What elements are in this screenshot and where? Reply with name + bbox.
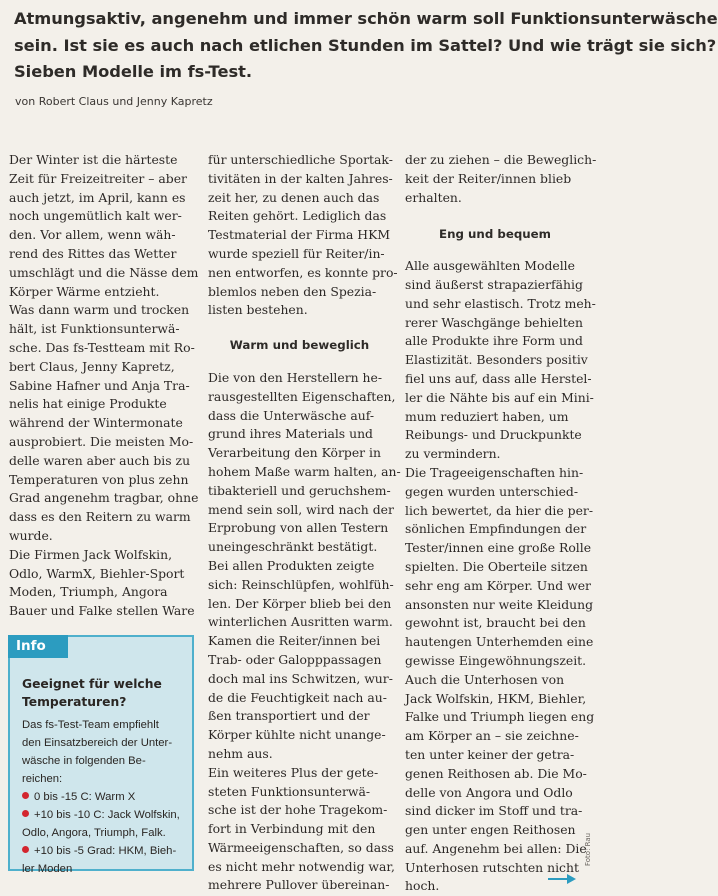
text-line: Bei allen Produkten zeigte xyxy=(208,557,375,573)
text-line: hautengen Unterhemden eine xyxy=(405,634,594,650)
text-line: Jack Wolfskin, HKM, Biehler, xyxy=(405,690,587,706)
info-title-line: Temperaturen? xyxy=(22,695,127,709)
text-line: Wärmeeigenschaften, so dass xyxy=(208,839,394,855)
text-line: es nicht mehr notwendig war, xyxy=(208,858,395,874)
text-line: und sehr elastisch. Trotz meh- xyxy=(405,295,596,311)
text-line: der zu ziehen – die Beweglich- xyxy=(405,152,597,167)
text-line: Der Winter ist die härteste xyxy=(9,152,178,167)
text-line: Die Firmen Jack Wolfskin, xyxy=(9,546,173,562)
text-line: de die Feuchtigkeit nach au- xyxy=(208,689,387,705)
text-line: Sabine Hafner und Anja Tra- xyxy=(9,377,190,393)
text-line: sche. Das fs-Testteam mit Ro- xyxy=(9,339,195,355)
text-line: ßen transportiert und der xyxy=(208,708,370,724)
text-line: Körper Wärme entzieht. xyxy=(9,283,160,299)
text-line: sind dicker im Stoff und tra- xyxy=(405,803,583,819)
article-column-1 xyxy=(9,151,199,621)
text-line: Kamen die Reiter/innen bei xyxy=(208,633,381,649)
lead-paragraph xyxy=(14,6,718,86)
subheading-eng: Eng und bequem xyxy=(439,227,551,242)
text-line: Falke und Triumph liegen eng xyxy=(405,709,595,725)
text-line: nelis hat einige Produkte xyxy=(9,396,167,412)
text-line: lich bewertet, da hier die per- xyxy=(405,502,594,518)
text-line: dass es den Reitern zu warm xyxy=(9,509,191,525)
lead-line: sein. Ist sie es auch nach etlichen Stunden im Sattel? Und wie trägt sie sich? xyxy=(14,35,717,55)
text-line: hohem Maße warm halten, an- xyxy=(208,463,401,479)
photo-credit: Foto: Rau xyxy=(584,832,592,866)
bullet-icon xyxy=(22,810,29,817)
info-title-line: Geeignet für welche xyxy=(22,677,162,691)
text-line: delle waren aber auch bis zu xyxy=(9,452,191,468)
info-range-continuation: Odlo, Angora, Triumph, Falk. xyxy=(22,827,166,839)
text-line: sich: Reinschlüpfen, wohlfüh- xyxy=(208,576,394,592)
info-text-line: wäsche in folgenden Be- xyxy=(22,755,146,767)
text-line: rausgestellten Eigenschaften, xyxy=(208,388,396,404)
range-text: +10 bis -10 C: Jack Wolfskin, xyxy=(34,809,180,821)
text-line: gegen wurden unterschied- xyxy=(405,483,579,499)
text-line: rerer Waschgänge behielten xyxy=(405,314,583,330)
text-line: Grad angenehm tragbar, ohne xyxy=(9,490,199,506)
paragraph xyxy=(9,151,199,621)
text-line: Ein weiteres Plus der gete- xyxy=(208,764,379,780)
text-line: Temperaturen von plus zehn xyxy=(9,471,189,487)
text-line: tivitäten in der kalten Jahres- xyxy=(208,170,393,186)
text-line: wurde. xyxy=(9,527,53,543)
text-line: listen bestehen. xyxy=(208,302,308,318)
text-line: keit der Reiter/innen blieb xyxy=(405,170,572,186)
text-line: doch mal ins Schwitzen, wur- xyxy=(208,670,393,686)
text-line: spielten. Die Oberteile sitzen xyxy=(405,558,588,574)
text-line: Bauer und Falke stellen Ware xyxy=(9,603,195,619)
info-range-item xyxy=(22,842,180,860)
text-line: hält, ist Funktionsunterwä- xyxy=(9,321,180,337)
text-line: Reibungs- und Druckpunkte xyxy=(405,427,582,443)
paragraph xyxy=(208,369,401,895)
paragraph xyxy=(405,151,597,207)
text-line: Körper kühlte nicht unange- xyxy=(208,727,386,743)
text-line: nen entworfen, es konnte pro- xyxy=(208,264,398,280)
text-line: Verarbeitung den Körper in xyxy=(208,445,381,461)
text-line: umschlägt und die Nässe dem xyxy=(9,264,199,280)
bullet-icon xyxy=(22,792,29,799)
text-line: fiel uns auf, dass alle Herstel- xyxy=(405,370,592,386)
text-line: bert Claus, Jenny Kapretz, xyxy=(9,358,175,374)
info-tab-label: Info xyxy=(8,635,68,658)
text-line: auch jetzt, im April, kann es xyxy=(9,189,186,205)
text-line: am Körper an – sie zeichne- xyxy=(405,728,579,744)
text-line: uneingeschränkt bestätigt. xyxy=(208,539,378,555)
text-line: hoch. xyxy=(405,878,440,894)
continue-arrow-icon xyxy=(547,872,577,886)
text-line: sind äußerst strapazierfähig xyxy=(405,276,583,292)
info-body xyxy=(22,716,180,878)
text-line: genen Reithosen ab. Die Mo- xyxy=(405,765,587,781)
text-line: Tester/innen eine große Rolle xyxy=(405,540,592,556)
byline: von Robert Claus und Jenny Kapretz xyxy=(15,95,213,108)
text-line: Odlo, WarmX, Biehler-Sport xyxy=(9,565,185,581)
info-range-item xyxy=(22,788,180,806)
text-line: Zeit für Freizeitreiter – aber xyxy=(9,170,187,186)
text-line: tibakteriell und geruchshem- xyxy=(208,482,391,498)
text-line: Unterhosen rutschten nicht xyxy=(405,859,579,875)
text-line: Moden, Triumph, Angora xyxy=(9,584,168,600)
text-line: winterlichen Ausritten warm. xyxy=(208,614,393,630)
info-range-continuation: ler Moden xyxy=(22,863,73,875)
range-text: 0 bis -15 C: Warm X xyxy=(34,791,136,803)
text-line: mum reduziert haben, um xyxy=(405,408,569,424)
text-line: Die Trageeigenschaften hin- xyxy=(405,464,584,480)
text-line: Erprobung von allen Testern xyxy=(208,520,389,536)
subheading-warm: Warm und beweglich xyxy=(229,338,370,353)
paragraph xyxy=(208,151,398,320)
text-line: delle von Angora und Odlo xyxy=(405,784,573,800)
text-line: sönlichen Empfindungen der xyxy=(405,521,587,537)
text-line: erhalten. xyxy=(405,189,462,205)
text-line: während der Wintermonate xyxy=(9,415,183,431)
text-line: rend des Rittes das Wetter xyxy=(9,245,177,261)
text-line: gen unter engen Reithosen xyxy=(405,822,576,838)
info-box xyxy=(8,635,194,875)
text-line: Elastizität. Besonders positiv xyxy=(405,352,588,368)
text-line: Die von den Herstellern he- xyxy=(208,369,383,385)
text-line: sehr eng am Körper. Und wer xyxy=(405,577,591,593)
text-line: alle Produkte ihre Form und xyxy=(405,333,583,349)
text-line: ler die Nähte bis auf ein Mini- xyxy=(405,389,594,405)
info-text-line: den Einsatzbereich der Unter- xyxy=(22,737,173,749)
text-line: gewohnt ist, braucht bei den xyxy=(405,615,586,631)
lead-line: Sieben Modelle im fs-Test. xyxy=(14,62,252,81)
range-text: +10 bis -5 Grad: HKM, Bieh- xyxy=(34,845,177,857)
text-line: wurde speziell für Reiter/in- xyxy=(208,245,385,261)
text-line: steten Funktionsunterwä- xyxy=(208,783,371,799)
text-line: len. Der Körper blieb bei den xyxy=(208,595,392,611)
lead-line: Atmungsaktiv, angenehm und immer schön warm soll Funktionsunterwäsche xyxy=(14,9,718,28)
info-text-line: Das fs-Test-Team empfiehlt xyxy=(22,719,159,731)
text-line: Reiten gehört. Lediglich das xyxy=(208,208,387,224)
text-line: Alle ausgewählten Modelle xyxy=(405,258,575,274)
info-title xyxy=(22,675,162,711)
bullet-icon xyxy=(22,846,29,853)
text-line: fort in Verbindung mit den xyxy=(208,821,376,837)
text-line: gewisse Eingewöhnungszeit. xyxy=(405,652,587,668)
info-range-item xyxy=(22,806,180,824)
info-text-line: reichen: xyxy=(22,773,63,785)
text-line: ten unter keiner der getra- xyxy=(405,746,575,762)
text-line: Testmaterial der Firma HKM xyxy=(208,227,391,243)
text-line: dass die Unterwäsche auf- xyxy=(208,407,375,423)
text-line: grund ihres Materials und xyxy=(208,426,373,442)
text-line: zeit her, zu denen auch das xyxy=(208,189,380,205)
text-line: Was dann warm und trocken xyxy=(9,302,190,318)
text-line: Auch die Unterhosen von xyxy=(405,671,565,687)
article-column-2 xyxy=(208,151,401,895)
text-line: nehm aus. xyxy=(208,745,273,761)
text-line: mehrere Pullover übereinan- xyxy=(208,877,390,893)
text-line: ansonsten nur weite Kleidung xyxy=(405,596,594,612)
text-line: sche ist der hohe Tragekom- xyxy=(208,802,388,818)
text-line: mend sein soll, wird nach der xyxy=(208,501,394,517)
text-line: Trab- oder Galopppassagen xyxy=(208,651,382,667)
text-line: blemlos neben den Spezia- xyxy=(208,283,377,299)
text-line: ausprobiert. Die meisten Mo- xyxy=(9,433,194,449)
text-line: für unterschiedliche Sportak- xyxy=(208,152,393,167)
text-line: den. Vor allem, wenn wäh- xyxy=(9,227,176,243)
text-line: auf. Angenehm bei allen: Die xyxy=(405,840,587,856)
text-line: noch ungemütlich kalt wer- xyxy=(9,208,182,224)
text-line: zu vermindern. xyxy=(405,446,501,462)
